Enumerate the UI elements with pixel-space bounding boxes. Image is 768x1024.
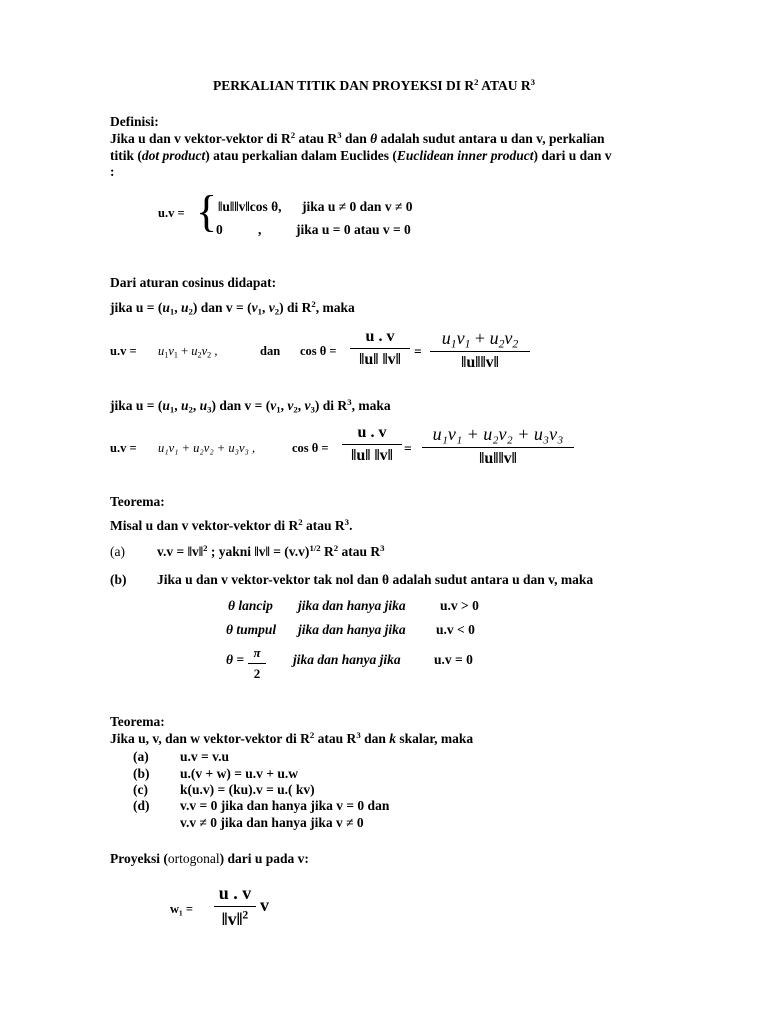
def-formula-lhs: u.v = xyxy=(158,206,185,220)
definisi-line-3: : xyxy=(110,164,115,179)
def-case1-expr: ‖u‖‖v‖cos θ, xyxy=(218,199,282,214)
teorema2-item-a-text: u.v = v.u xyxy=(180,749,229,764)
r3-frac2: u₁v₁ + u₂v₂ + u₃v₃ ‖u‖‖v‖ xyxy=(422,424,574,468)
def-case1-cond: jika u ≠ 0 dan v ≠ 0 xyxy=(302,199,413,214)
r2-dot-lhs: u.v = xyxy=(110,344,137,358)
teorema1-a-label: (a) xyxy=(110,544,125,559)
r2-cos-label: cos θ = xyxy=(300,344,337,358)
definisi-line-1: Jika u dan v vektor-vektor di $R^2$ atau $R^3$ dan θ adalah sudut antara u dan v, perkalian xyxy=(110,130,605,146)
cond-tumpul-lhs: θ tumpul xyxy=(226,622,277,637)
left-brace: { xyxy=(196,187,218,236)
r2-dan: dan xyxy=(260,344,281,358)
def-case2-expr: 0 xyxy=(216,222,223,237)
proyeksi-tail: v xyxy=(260,895,269,915)
teorema1-b-text: Jika u dan v vektor-vektor tak nol dan θ adalah sudut antara u dan v, maka xyxy=(157,572,594,587)
cond-lancip-lhs: θ lancip xyxy=(228,598,273,613)
r3-dot-expr: u₁v₁ + u₂v₂ + u₃v₃ , xyxy=(158,441,256,455)
def-case2-comma: , xyxy=(258,222,262,237)
cond-siku-rhs: u.v = 0 xyxy=(434,652,473,667)
definisi-heading: Definisi: xyxy=(110,114,159,129)
teorema1-heading: Teorema: xyxy=(110,494,165,509)
teorema1-a-text: v.v = ‖v‖$^2$ ; yakni ‖v‖ = $(v.v)^{1/2}$ $R^2$ atau $R^3$ xyxy=(157,543,385,559)
r2-dot-expr: $u_1v_1 + u_2v_2$ , xyxy=(158,344,218,360)
teorema2-item-c-text: k(u.v) = (ku).v = u.( kv) xyxy=(180,782,315,797)
r3-cos-label: cos θ = xyxy=(292,441,329,455)
pi-over-2: π 2 xyxy=(248,645,266,682)
r2-frac1: u . v ‖u‖ ‖v‖ xyxy=(350,328,410,369)
def-case2-cond: jika u = 0 atau v = 0 xyxy=(296,222,411,237)
teorema2-item-d-text: v.v = 0 jika dan hanya jika v = 0 dan xyxy=(180,798,390,813)
definisi-line-2: titik (dot product) atau perkalian dalam Euclides (Euclidean inner product) dari u dan v xyxy=(110,148,612,163)
teorema2-heading: Teorema: xyxy=(110,714,165,729)
teorema1-intro: Misal u dan v vektor-vektor di $R^2$ atau $R^3$. xyxy=(110,517,353,533)
teorema2-intro: Jika u, v, dan w vektor-vektor di $R^2$ atau $R^3$ dan k skalar, maka xyxy=(110,730,474,746)
cond-lancip-rhs: u.v > 0 xyxy=(440,598,479,613)
cond-siku-mid: jika dan hanya jika xyxy=(293,652,401,667)
proyeksi-heading: Proyeksi (ortogonal) dari u pada v: xyxy=(110,851,309,866)
r3-equals: = xyxy=(404,441,412,456)
teorema2-item-d-label: (d) xyxy=(133,798,150,813)
proyeksi-lhs: w₁ = xyxy=(170,902,194,916)
cond-tumpul-rhs: u.v < 0 xyxy=(436,622,475,637)
r3-dot-lhs: u.v = xyxy=(110,441,137,455)
teorema2-item-c-label: (c) xyxy=(133,782,148,797)
teorema1-b-label: (b) xyxy=(110,572,127,587)
r2-condition-line: jika $u = (u_1$, $u_2$) dan $v = (v_1$, $v_2$) di $R^2$, maka xyxy=(110,299,355,317)
r2-frac2: $u_1v_1 + u_2v_2$ ‖u‖‖v‖ xyxy=(430,328,530,372)
r3-condition-line: jika $u = (u_1$, $u_2$, $u_3$) dan $v = (v_1$, $v_2$, $v_3$) di $R^3$, maka xyxy=(110,397,391,415)
cond-tumpul-mid: jika dan hanya jika xyxy=(298,622,406,637)
cond-lancip-mid: jika dan hanya jika xyxy=(298,598,406,613)
teorema2-item-b-label: (b) xyxy=(133,766,150,781)
cond-siku-lhs: θ = xyxy=(226,652,245,667)
teorema2-item-a-label: (a) xyxy=(133,749,149,764)
teorema2-item-b-text: u.(v + w) = u.v + u.w xyxy=(180,766,298,781)
cosinus-heading: Dari aturan cosinus didapat: xyxy=(110,275,277,290)
page-title: PERKALIAN TITIK DAN PROYEKSI DI $R^2$ ATAU $R^3$ xyxy=(213,77,535,93)
proyeksi-frac: u . v ‖v‖$^2$ xyxy=(214,883,256,930)
r2-equals: = xyxy=(414,344,422,359)
r3-frac1: u . v ‖u‖ ‖v‖ xyxy=(342,424,402,465)
teorema2-item-d-line2: v.v ≠ 0 jika dan hanya jika v ≠ 0 xyxy=(180,815,364,830)
